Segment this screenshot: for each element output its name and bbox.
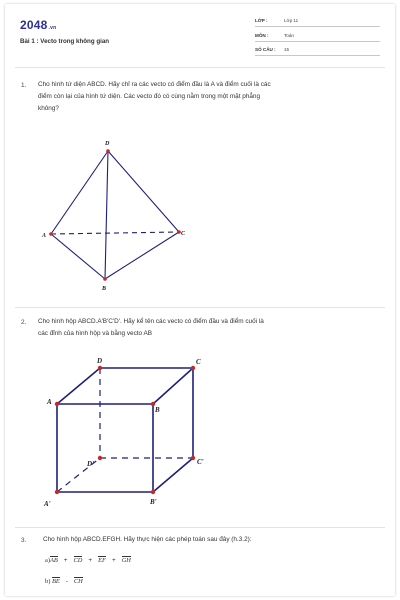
vertex-D xyxy=(98,366,102,370)
meta-underline xyxy=(255,26,380,27)
question-divider xyxy=(15,307,385,308)
edge-DA xyxy=(51,151,108,234)
vector-term: CH xyxy=(73,578,83,585)
label-C: C xyxy=(196,358,201,366)
label-B: B xyxy=(155,406,160,414)
lesson-title: Bài 1 : Vecto trong không gian xyxy=(20,38,110,45)
label-B: B xyxy=(102,286,107,292)
operator: + xyxy=(63,557,68,564)
question-line: không? xyxy=(38,105,59,112)
question-number: 1. xyxy=(21,82,27,89)
vector-term: AB xyxy=(49,557,58,564)
worksheet-header xyxy=(5,4,395,62)
question-number: 3. xyxy=(21,537,27,544)
question-line: Cho hình hộp ABCD.A'B'C'D'. Hãy kể tên các vecto có điểm đầu và điểm cuối là xyxy=(38,318,264,325)
label-B1: B' xyxy=(150,498,157,506)
tetrahedron-figure xyxy=(33,136,193,296)
meta-label-subject: MÔN : xyxy=(255,33,269,38)
question-2-text xyxy=(38,316,264,340)
edge-AB xyxy=(51,234,105,279)
vector-term: BE xyxy=(51,578,60,585)
label-D: D xyxy=(105,141,110,147)
formula-prefix: a) xyxy=(45,557,50,564)
label-A: A xyxy=(47,398,52,406)
vertex-B xyxy=(103,277,107,281)
question-1-text xyxy=(38,79,271,115)
question-line: các đỉnh của hình hộp và bằng vecto AB xyxy=(38,330,153,337)
edge-BC xyxy=(153,368,193,404)
formula-a xyxy=(45,557,131,564)
edge-BC xyxy=(105,232,179,279)
operator: + xyxy=(111,557,116,564)
vertex-B1 xyxy=(151,490,155,494)
meta-underline xyxy=(255,55,380,56)
label-C: C xyxy=(181,231,186,237)
logo-suffix: .vn xyxy=(48,25,57,31)
question-line: Cho hình hộp ABCD.EFGH. Hãy thực hiện các phép toán sau đây (h.3.2): xyxy=(43,536,252,543)
label-D: D xyxy=(97,357,103,365)
operator: + xyxy=(88,557,93,564)
header-divider xyxy=(15,67,385,68)
edge-DB xyxy=(105,151,108,279)
label-D1: D' xyxy=(87,460,94,468)
question-line: điểm còn lại của hình tứ diện. Các vecto đó có cùng nằm trong một mặt phẳng xyxy=(38,93,261,100)
logo-main: 2048 xyxy=(20,18,48,32)
formula-b xyxy=(45,578,83,585)
vertex-A xyxy=(55,402,59,406)
meta-label-count: SỐ CÂU : xyxy=(255,47,276,52)
question-3-text xyxy=(43,534,252,546)
question-line: Cho hình tứ diện ABCD. Hãy chỉ ra các vecto có điểm đầu là A và điểm cuối là các xyxy=(38,81,271,88)
label-C1: C' xyxy=(197,458,204,466)
site-logo[interactable] xyxy=(20,18,56,32)
question-divider xyxy=(15,527,385,528)
vertex-D xyxy=(106,149,110,153)
vector-term: GH xyxy=(121,557,131,564)
edge-AC-hidden xyxy=(51,232,179,234)
operator: - xyxy=(65,578,68,585)
meta-value-subject: Toán xyxy=(284,33,294,38)
label-A: A xyxy=(42,233,47,239)
worksheet-page xyxy=(5,4,395,596)
meta-value-count: 15 xyxy=(284,47,290,52)
edge-DC xyxy=(108,151,179,232)
question-number: 2. xyxy=(21,319,27,326)
label-A1: A' xyxy=(44,500,51,508)
vector-term: EF xyxy=(98,557,106,564)
edge-AD xyxy=(57,368,100,404)
vector-term: CD xyxy=(73,557,83,564)
vertex-C xyxy=(191,366,195,370)
edge-B1C1 xyxy=(153,458,193,492)
vertex-C1 xyxy=(191,456,195,460)
meta-label-class: LỚP : xyxy=(255,18,268,23)
meta-underline xyxy=(255,41,380,42)
vertex-A xyxy=(49,232,53,236)
box-figure xyxy=(35,354,225,514)
vertex-D1 xyxy=(98,456,102,460)
formula-prefix: b) xyxy=(45,578,51,585)
vertex-A1 xyxy=(55,490,59,494)
meta-value-class: Lớp 11 xyxy=(284,18,299,23)
